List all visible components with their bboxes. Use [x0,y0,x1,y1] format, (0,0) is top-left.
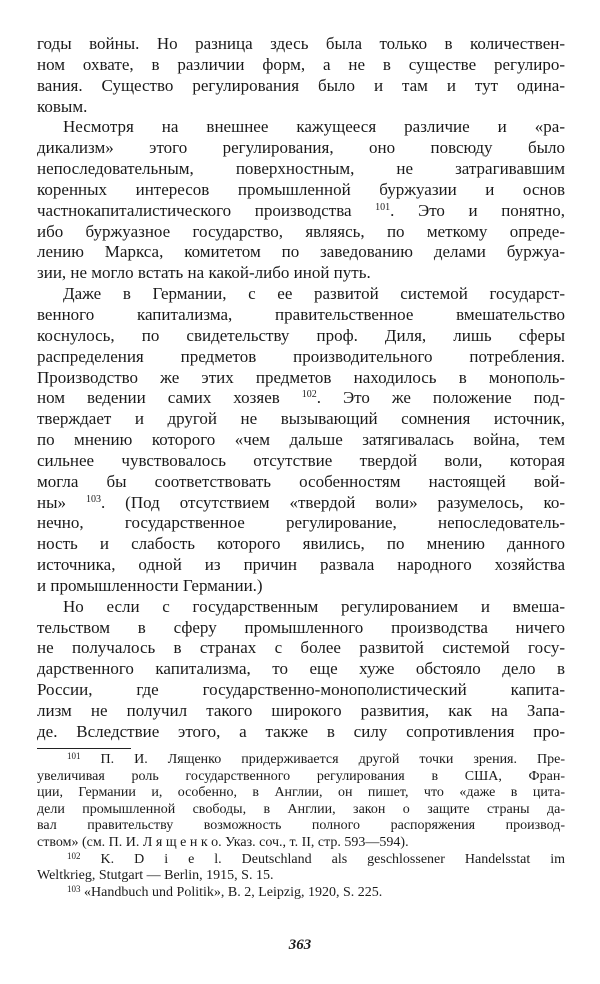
text-line [37,263,565,284]
line-text: и промышленности Германии.) [37,575,263,595]
footnote-divider [37,748,131,749]
text-line [37,597,565,618]
line-text: коренных интересов промышленной буржуазии и основ [37,179,565,199]
footnote-line [37,769,565,786]
line-text: «Handbuch und Politik», B. 2, Leipzig, 1920, S. 225. [80,884,383,900]
text-line [37,55,565,76]
text-line [37,513,565,534]
line-text: вал правительству возможность полного распоряжения производ- [37,818,565,834]
text-line [37,618,565,639]
text-line [37,368,565,389]
line-text: Даже в Германии, с ее развитой системой государст- [63,284,565,304]
line-text: непоследовательным, поверхностным, не затрагивавшим [37,159,565,179]
text-line [37,388,565,409]
line-text: не получалось в странах с более развитой системой госу- [37,638,565,658]
line-text: ковым. [37,96,88,116]
footnote-line [37,868,565,885]
line-text: лению Маркса, комитетом по заведованию делами буржуа- [37,242,565,262]
line-text: венного капитализма, правительственное вмешательство [37,304,565,324]
footnote-line [37,785,565,802]
line-text: России, где государственно-монополистический капита- [37,680,565,700]
footnote-line [37,852,565,869]
footnote-line [37,752,565,769]
text-line [37,305,565,326]
footnote-number: 103 [67,883,81,894]
line-text: дарственного капитализма, то еще хуже обстояло дело в [37,659,565,679]
text-line [37,680,565,701]
text-line [37,159,565,180]
line-text: сильнее чувствовалось отсутствие твердой воли, которая [37,450,565,470]
line-text: Weltkrieg, Stutgart — Berlin, 1915, S. 15. [37,868,274,884]
text-line [37,347,565,368]
line-text: ность и слабость которого явились, по мнению данного [37,534,565,554]
body-text [37,34,565,743]
text-line [37,555,565,576]
footnote-number: 101 [67,751,81,761]
text-line [37,659,565,680]
line-text: дели промышленной свободы, в Англии, закон о защите страны да- [37,801,565,817]
text-line [37,242,565,263]
footnote-line [37,885,565,902]
line-text: источника, одной из причин развала народного хозяйства [37,555,565,575]
line-text: могла бы соответствовать особенностям настоящей вой- [37,471,565,491]
footnotes [37,752,565,901]
line-text: Но если с государственным регулированием и вмеша- [63,596,565,616]
line-text: годы войны. Но разница здесь была только в количествен- [37,34,565,53]
line-text: вания. Существо регулирования было и там и тут одина- [37,75,565,95]
footnote-number: 102 [67,850,81,861]
text-line [37,472,565,493]
line-text: дикализм» этого регулирования, оно повсюду было [37,138,565,158]
line-text: нечно, государственное регулирование, непоследователь- [37,513,565,533]
line-text: . (Под отсутствием «твердой воли» разумелось, ко- [100,492,565,512]
line-text: частнокапиталистического производства [37,200,376,220]
footnote-ref: 102 [301,389,317,401]
text-line [37,201,565,222]
footnote-line [37,802,565,819]
line-text: лизм не получил такого широкого развития, как на Запа- [37,701,565,720]
line-text: ном ведении самих хозяев [37,388,302,408]
page-number: 363 [288,937,312,953]
text-line [37,222,565,243]
text-line [37,138,565,159]
line-text: тверждает и другой не вызывающий сомнения источник, [37,409,565,429]
line-text: Производство же этих предметов находилось в монополь- [37,367,565,387]
text-line [37,493,565,514]
text-line [37,722,565,743]
text-line [37,284,565,305]
footnote-line [37,835,565,852]
line-text: по мнению которого «чем дальше затягивалась война, тем [37,430,565,450]
text-line [37,430,565,451]
text-line [37,34,565,55]
text-line [37,180,565,201]
text-line [37,76,565,97]
text-line [37,701,565,722]
line-text: зии, не могло встать на какой-либо иной путь. [37,263,371,283]
text-line [37,451,565,472]
line-text: ции, Германии и, особенно, в Англии, он пишет, что «даже в цита- [37,785,565,801]
footnote-ref: 103 [85,493,101,505]
footnote-line [37,818,565,835]
line-text: ибо буржуазное государство, являясь, по меткому опреде- [37,221,565,241]
line-text: K. D i e l. Deutschland als geschlossener Handelsstat im [80,851,565,867]
text-line [37,638,565,659]
text-line [37,97,565,118]
line-text: коснулось, по свидетельству проф. Диля, лишь сферы [37,325,565,345]
text-line [37,409,565,430]
text-line [37,326,565,347]
line-text: П. И. Лященко придерживается другой точки зрения. Пре- [80,752,565,767]
line-text: увеличивая роль государственного регулирования в США, Фран- [37,768,565,784]
text-line [37,576,565,597]
line-text: де. Вследствие этого, а также в силу сопротивления про- [37,721,565,741]
line-text: ством» (см. П. И. Л я щ е н к о. Указ. соч., т. II, стр. 593—594). [37,834,409,850]
line-text: . Это же положение под- [316,388,565,408]
text-line [37,117,565,138]
line-text: ны» [37,492,86,512]
line-text: ном охвате, в различии форм, а не в существе регулиро- [37,54,565,74]
line-text: распределения предметов производительного потребления. [37,346,565,366]
text-line [37,534,565,555]
footnote-ref: 101 [375,201,391,213]
line-text: . Это и понятно, [390,200,566,220]
line-text: Несмотря на внешнее кажущееся различие и «ра- [63,117,565,137]
line-text: тельством в сферу промышленного производства ничего [37,617,565,637]
